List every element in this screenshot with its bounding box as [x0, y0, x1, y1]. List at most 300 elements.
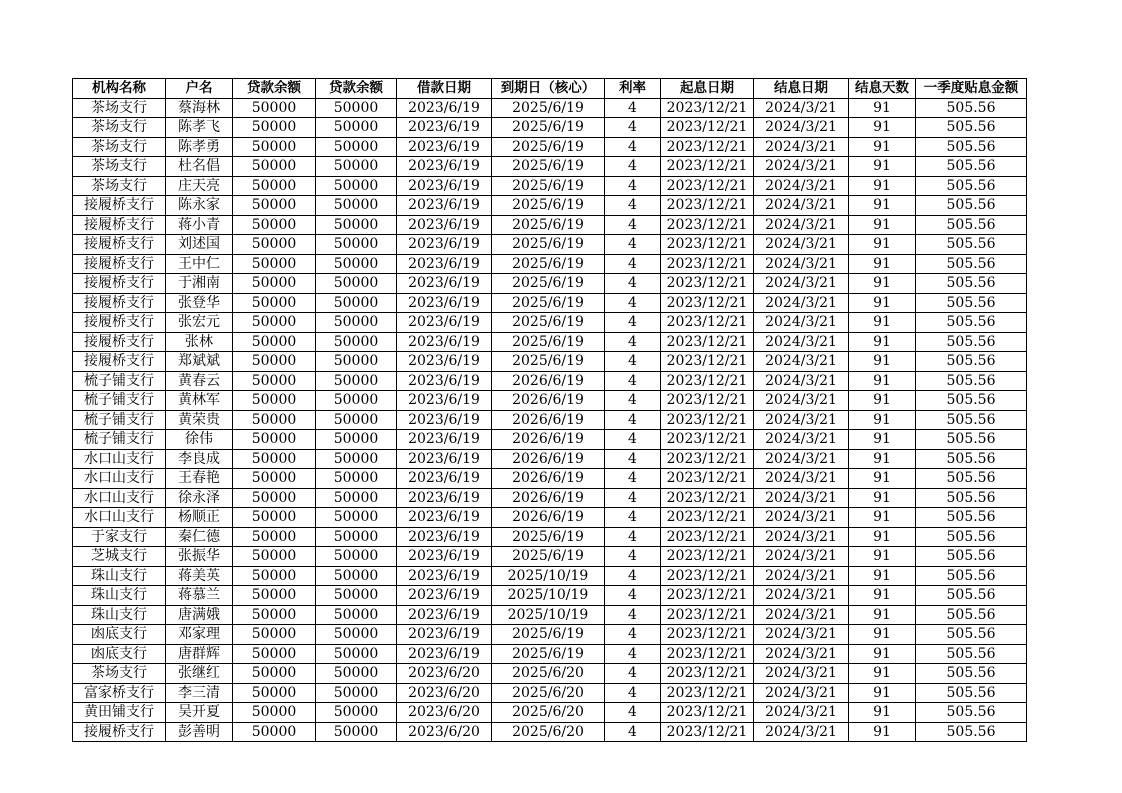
table-cell[interactable]: 2024/3/21 [754, 566, 849, 586]
table-cell[interactable]: 505.56 [916, 547, 1027, 567]
table-cell[interactable]: 珠山支行 [73, 566, 166, 586]
table-cell[interactable]: 50000 [233, 137, 316, 157]
table-cell[interactable]: 2023/6/19 [397, 449, 492, 469]
table-cell[interactable]: 2025/6/20 [492, 664, 605, 684]
table-cell[interactable]: 张继红 [166, 664, 233, 684]
table-cell[interactable]: 50000 [316, 215, 397, 235]
table-cell[interactable]: 接履桥支行 [73, 215, 166, 235]
table-cell[interactable]: 91 [849, 215, 916, 235]
table-cell[interactable]: 505.56 [916, 449, 1027, 469]
table-cell[interactable]: 2025/6/19 [492, 137, 605, 157]
table-cell[interactable]: 接履桥支行 [73, 293, 166, 313]
table-cell[interactable]: 91 [849, 527, 916, 547]
table-cell[interactable]: 于家支行 [73, 527, 166, 547]
table-cell[interactable]: 4 [605, 98, 661, 118]
table-cell[interactable]: 2025/10/19 [492, 566, 605, 586]
table-cell[interactable]: 珠山支行 [73, 605, 166, 625]
table-cell[interactable]: 505.56 [916, 430, 1027, 450]
table-cell[interactable]: 4 [605, 137, 661, 157]
table-cell[interactable]: 张登华 [166, 293, 233, 313]
table-cell[interactable]: 4 [605, 391, 661, 411]
col-header-loan-balance-2[interactable]: 贷款余额 [316, 79, 397, 99]
table-cell[interactable]: 50000 [316, 157, 397, 177]
table-cell[interactable]: 50000 [316, 683, 397, 703]
table-cell[interactable]: 黄春云 [166, 371, 233, 391]
table-cell[interactable]: 91 [849, 235, 916, 255]
table-cell[interactable]: 珠山支行 [73, 586, 166, 606]
table-cell[interactable]: 505.56 [916, 98, 1027, 118]
table-cell[interactable]: 50000 [233, 703, 316, 723]
table-cell[interactable]: 50000 [233, 625, 316, 645]
table-cell[interactable]: 2023/6/19 [397, 157, 492, 177]
table-cell[interactable]: 91 [849, 430, 916, 450]
table-cell[interactable]: 91 [849, 508, 916, 528]
table-cell[interactable]: 505.56 [916, 274, 1027, 294]
table-cell[interactable]: 505.56 [916, 683, 1027, 703]
table-cell[interactable]: 接履桥支行 [73, 254, 166, 274]
table-cell[interactable]: 彭善明 [166, 722, 233, 742]
table-cell[interactable]: 2024/3/21 [754, 527, 849, 547]
table-cell[interactable]: 505.56 [916, 137, 1027, 157]
table-cell[interactable]: 50000 [233, 586, 316, 606]
table-cell[interactable]: 2024/3/21 [754, 449, 849, 469]
table-cell[interactable]: 2023/12/21 [661, 703, 754, 723]
table-cell[interactable]: 杨顺正 [166, 508, 233, 528]
table-cell[interactable]: 505.56 [916, 722, 1027, 742]
table-cell[interactable]: 4 [605, 332, 661, 352]
table-cell[interactable]: 2023/12/21 [661, 469, 754, 489]
table-cell[interactable]: 4 [605, 488, 661, 508]
table-cell[interactable]: 2025/6/19 [492, 625, 605, 645]
table-cell[interactable]: 91 [849, 313, 916, 333]
table-cell[interactable]: 2025/6/20 [492, 722, 605, 742]
table-cell[interactable]: 2023/6/19 [397, 196, 492, 216]
table-cell[interactable]: 2026/6/19 [492, 449, 605, 469]
col-header-due-date[interactable]: 到期日（核心） [492, 79, 605, 99]
table-cell[interactable]: 91 [849, 410, 916, 430]
table-cell[interactable]: 梳子铺支行 [73, 410, 166, 430]
table-cell[interactable]: 2024/3/21 [754, 605, 849, 625]
table-cell[interactable]: 50000 [233, 664, 316, 684]
table-cell[interactable]: 2025/6/19 [492, 196, 605, 216]
table-cell[interactable]: 2024/3/21 [754, 98, 849, 118]
table-cell[interactable]: 2025/6/19 [492, 157, 605, 177]
col-header-institution[interactable]: 机构名称 [73, 79, 166, 99]
table-cell[interactable]: 梳子铺支行 [73, 391, 166, 411]
table-cell[interactable]: 91 [849, 605, 916, 625]
table-cell[interactable]: 2024/3/21 [754, 313, 849, 333]
table-cell[interactable]: 2025/6/19 [492, 215, 605, 235]
table-cell[interactable]: 50000 [233, 157, 316, 177]
table-cell[interactable]: 2025/10/19 [492, 605, 605, 625]
table-cell[interactable]: 505.56 [916, 118, 1027, 138]
table-cell[interactable]: 郑斌斌 [166, 352, 233, 372]
table-cell[interactable]: 505.56 [916, 157, 1027, 177]
table-cell[interactable]: 凼底支行 [73, 625, 166, 645]
table-cell[interactable]: 50000 [233, 449, 316, 469]
table-cell[interactable]: 50000 [316, 508, 397, 528]
table-cell[interactable]: 茶场支行 [73, 118, 166, 138]
table-cell[interactable]: 蒋美英 [166, 566, 233, 586]
table-cell[interactable]: 2026/6/19 [492, 469, 605, 489]
table-cell[interactable]: 接履桥支行 [73, 313, 166, 333]
table-cell[interactable]: 50000 [316, 332, 397, 352]
table-cell[interactable]: 4 [605, 605, 661, 625]
table-cell[interactable]: 2025/6/19 [492, 293, 605, 313]
table-cell[interactable]: 50000 [233, 722, 316, 742]
table-cell[interactable]: 2023/6/20 [397, 722, 492, 742]
table-cell[interactable]: 2023/6/19 [397, 371, 492, 391]
table-cell[interactable]: 2023/6/19 [397, 254, 492, 274]
table-cell[interactable]: 50000 [316, 625, 397, 645]
table-cell[interactable]: 505.56 [916, 391, 1027, 411]
table-cell[interactable]: 2026/6/19 [492, 488, 605, 508]
table-cell[interactable]: 2024/3/21 [754, 430, 849, 450]
table-cell[interactable]: 50000 [316, 391, 397, 411]
table-cell[interactable]: 91 [849, 176, 916, 196]
table-cell[interactable]: 2023/6/20 [397, 664, 492, 684]
table-cell[interactable]: 2024/3/21 [754, 157, 849, 177]
table-cell[interactable]: 91 [849, 293, 916, 313]
table-cell[interactable]: 50000 [316, 605, 397, 625]
table-cell[interactable]: 李良成 [166, 449, 233, 469]
table-cell[interactable]: 2024/3/21 [754, 352, 849, 372]
table-cell[interactable]: 蒋慕兰 [166, 586, 233, 606]
table-cell[interactable]: 4 [605, 196, 661, 216]
table-cell[interactable]: 2025/6/19 [492, 118, 605, 138]
table-cell[interactable]: 505.56 [916, 527, 1027, 547]
table-cell[interactable]: 2025/10/19 [492, 586, 605, 606]
table-cell[interactable]: 91 [849, 644, 916, 664]
table-cell[interactable]: 水口山支行 [73, 488, 166, 508]
table-cell[interactable]: 黄田铺支行 [73, 703, 166, 723]
table-cell[interactable]: 2024/3/21 [754, 137, 849, 157]
table-cell[interactable]: 50000 [233, 644, 316, 664]
table-cell[interactable]: 2023/6/19 [397, 566, 492, 586]
table-cell[interactable]: 4 [605, 410, 661, 430]
table-cell[interactable]: 2023/12/21 [661, 215, 754, 235]
table-cell[interactable]: 梳子铺支行 [73, 371, 166, 391]
table-cell[interactable]: 2023/6/19 [397, 332, 492, 352]
table-cell[interactable]: 2023/12/21 [661, 566, 754, 586]
table-cell[interactable]: 接履桥支行 [73, 196, 166, 216]
table-cell[interactable]: 2023/6/20 [397, 703, 492, 723]
table-cell[interactable]: 2023/12/21 [661, 196, 754, 216]
table-cell[interactable]: 4 [605, 703, 661, 723]
table-cell[interactable]: 2024/3/21 [754, 469, 849, 489]
table-cell[interactable]: 50000 [316, 293, 397, 313]
table-cell[interactable]: 4 [605, 430, 661, 450]
table-cell[interactable]: 王春艳 [166, 469, 233, 489]
table-cell[interactable]: 2024/3/21 [754, 118, 849, 138]
table-cell[interactable]: 50000 [316, 196, 397, 216]
table-cell[interactable]: 梳子铺支行 [73, 430, 166, 450]
table-cell[interactable]: 4 [605, 157, 661, 177]
table-cell[interactable]: 4 [605, 508, 661, 528]
table-cell[interactable]: 50000 [233, 274, 316, 294]
table-cell[interactable]: 2024/3/21 [754, 547, 849, 567]
table-cell[interactable]: 李三清 [166, 683, 233, 703]
table-cell[interactable]: 4 [605, 449, 661, 469]
table-cell[interactable]: 接履桥支行 [73, 722, 166, 742]
table-cell[interactable]: 于湘南 [166, 274, 233, 294]
table-cell[interactable]: 2025/6/19 [492, 352, 605, 372]
table-cell[interactable]: 91 [849, 566, 916, 586]
table-cell[interactable]: 50000 [316, 566, 397, 586]
table-cell[interactable]: 2024/3/21 [754, 371, 849, 391]
table-cell[interactable]: 接履桥支行 [73, 352, 166, 372]
table-cell[interactable]: 2024/3/21 [754, 625, 849, 645]
table-cell[interactable]: 91 [849, 683, 916, 703]
table-cell[interactable]: 张林 [166, 332, 233, 352]
table-cell[interactable]: 50000 [316, 527, 397, 547]
table-cell[interactable]: 2023/6/19 [397, 313, 492, 333]
table-cell[interactable]: 50000 [233, 683, 316, 703]
table-cell[interactable]: 2023/12/21 [661, 644, 754, 664]
table-cell[interactable]: 50000 [316, 469, 397, 489]
table-cell[interactable]: 2026/6/19 [492, 410, 605, 430]
table-cell[interactable]: 秦仁德 [166, 527, 233, 547]
table-cell[interactable]: 2026/6/19 [492, 508, 605, 528]
table-cell[interactable]: 50000 [233, 254, 316, 274]
table-cell[interactable]: 4 [605, 254, 661, 274]
col-header-borrow-date[interactable]: 借款日期 [397, 79, 492, 99]
table-cell[interactable]: 2023/6/19 [397, 410, 492, 430]
table-cell[interactable]: 徐永泽 [166, 488, 233, 508]
table-cell[interactable]: 2025/6/19 [492, 274, 605, 294]
table-cell[interactable]: 2023/6/19 [397, 98, 492, 118]
table-cell[interactable]: 50000 [316, 274, 397, 294]
table-cell[interactable]: 50000 [233, 215, 316, 235]
table-cell[interactable]: 4 [605, 527, 661, 547]
table-cell[interactable]: 2023/6/19 [397, 430, 492, 450]
table-cell[interactable]: 50000 [316, 254, 397, 274]
table-cell[interactable]: 2023/6/19 [397, 391, 492, 411]
table-cell[interactable]: 91 [849, 664, 916, 684]
table-cell[interactable]: 91 [849, 352, 916, 372]
table-cell[interactable]: 50000 [233, 566, 316, 586]
table-cell[interactable]: 4 [605, 683, 661, 703]
table-cell[interactable]: 505.56 [916, 566, 1027, 586]
table-cell[interactable]: 505.56 [916, 176, 1027, 196]
table-cell[interactable]: 91 [849, 625, 916, 645]
table-cell[interactable]: 2023/6/19 [397, 352, 492, 372]
table-cell[interactable]: 4 [605, 215, 661, 235]
table-cell[interactable]: 2023/12/21 [661, 586, 754, 606]
table-cell[interactable]: 茶场支行 [73, 98, 166, 118]
table-cell[interactable]: 2023/12/21 [661, 508, 754, 528]
table-cell[interactable]: 2024/3/21 [754, 488, 849, 508]
table-cell[interactable]: 吴开夏 [166, 703, 233, 723]
table-cell[interactable]: 接履桥支行 [73, 235, 166, 255]
table-cell[interactable]: 505.56 [916, 235, 1027, 255]
table-cell[interactable]: 陈孝勇 [166, 137, 233, 157]
table-cell[interactable]: 2023/12/21 [661, 157, 754, 177]
table-cell[interactable]: 50000 [233, 293, 316, 313]
table-cell[interactable]: 黄荣贵 [166, 410, 233, 430]
table-cell[interactable]: 4 [605, 566, 661, 586]
table-cell[interactable]: 2024/3/21 [754, 586, 849, 606]
table-cell[interactable]: 2024/3/21 [754, 215, 849, 235]
table-cell[interactable]: 50000 [233, 430, 316, 450]
table-cell[interactable]: 陈永家 [166, 196, 233, 216]
table-cell[interactable]: 4 [605, 313, 661, 333]
table-cell[interactable]: 张振华 [166, 547, 233, 567]
table-cell[interactable]: 2025/6/19 [492, 527, 605, 547]
table-cell[interactable]: 2023/6/19 [397, 547, 492, 567]
table-cell[interactable]: 2023/6/19 [397, 625, 492, 645]
table-cell[interactable]: 2023/6/19 [397, 644, 492, 664]
table-cell[interactable]: 2025/6/19 [492, 547, 605, 567]
table-cell[interactable]: 2024/3/21 [754, 176, 849, 196]
table-cell[interactable]: 91 [849, 371, 916, 391]
table-cell[interactable]: 2024/3/21 [754, 254, 849, 274]
table-cell[interactable]: 50000 [233, 98, 316, 118]
table-cell[interactable]: 2025/6/19 [492, 176, 605, 196]
table-cell[interactable]: 50000 [316, 703, 397, 723]
table-cell[interactable]: 2023/6/19 [397, 293, 492, 313]
table-cell[interactable]: 50000 [316, 488, 397, 508]
table-cell[interactable]: 50000 [316, 235, 397, 255]
table-cell[interactable]: 50000 [233, 391, 316, 411]
table-cell[interactable]: 50000 [316, 313, 397, 333]
table-cell[interactable]: 黄林军 [166, 391, 233, 411]
table-cell[interactable]: 505.56 [916, 352, 1027, 372]
table-cell[interactable]: 富家桥支行 [73, 683, 166, 703]
table-cell[interactable]: 接履桥支行 [73, 274, 166, 294]
table-cell[interactable]: 505.56 [916, 508, 1027, 528]
table-cell[interactable]: 邓家理 [166, 625, 233, 645]
table-cell[interactable]: 陈孝飞 [166, 118, 233, 138]
table-cell[interactable]: 505.56 [916, 605, 1027, 625]
table-cell[interactable]: 50000 [233, 469, 316, 489]
table-cell[interactable]: 4 [605, 274, 661, 294]
table-cell[interactable]: 2023/12/21 [661, 254, 754, 274]
table-cell[interactable]: 2023/6/19 [397, 137, 492, 157]
table-cell[interactable]: 2023/12/21 [661, 235, 754, 255]
table-cell[interactable]: 4 [605, 352, 661, 372]
table-cell[interactable]: 505.56 [916, 371, 1027, 391]
table-cell[interactable]: 2023/12/21 [661, 313, 754, 333]
table-cell[interactable]: 50000 [233, 332, 316, 352]
table-cell[interactable]: 505.56 [916, 254, 1027, 274]
table-cell[interactable]: 2024/3/21 [754, 683, 849, 703]
table-cell[interactable]: 2023/6/19 [397, 469, 492, 489]
table-cell[interactable]: 2023/12/21 [661, 449, 754, 469]
table-cell[interactable]: 505.56 [916, 293, 1027, 313]
table-cell[interactable]: 91 [849, 391, 916, 411]
table-cell[interactable]: 蔡海林 [166, 98, 233, 118]
table-cell[interactable]: 刘述国 [166, 235, 233, 255]
col-header-subsidy-amount[interactable]: 一季度贴息金额 [916, 79, 1027, 99]
table-cell[interactable]: 505.56 [916, 488, 1027, 508]
table-cell[interactable]: 2023/12/21 [661, 527, 754, 547]
table-cell[interactable]: 张宏元 [166, 313, 233, 333]
table-cell[interactable]: 50000 [233, 371, 316, 391]
table-cell[interactable]: 茶场支行 [73, 664, 166, 684]
table-cell[interactable]: 50000 [233, 508, 316, 528]
table-cell[interactable]: 505.56 [916, 313, 1027, 333]
table-cell[interactable]: 徐伟 [166, 430, 233, 450]
table-cell[interactable]: 2023/6/19 [397, 586, 492, 606]
table-cell[interactable]: 杜名倡 [166, 157, 233, 177]
table-cell[interactable]: 2024/3/21 [754, 410, 849, 430]
table-cell[interactable]: 唐满娥 [166, 605, 233, 625]
table-cell[interactable]: 4 [605, 644, 661, 664]
table-cell[interactable]: 2023/6/19 [397, 605, 492, 625]
table-cell[interactable]: 4 [605, 625, 661, 645]
table-cell[interactable]: 50000 [233, 196, 316, 216]
table-cell[interactable]: 2023/12/21 [661, 391, 754, 411]
table-cell[interactable]: 91 [849, 254, 916, 274]
table-cell[interactable]: 4 [605, 469, 661, 489]
table-cell[interactable]: 91 [849, 488, 916, 508]
table-cell[interactable]: 4 [605, 235, 661, 255]
table-cell[interactable]: 50000 [233, 352, 316, 372]
table-cell[interactable]: 505.56 [916, 625, 1027, 645]
table-cell[interactable]: 2025/6/19 [492, 313, 605, 333]
table-cell[interactable]: 505.56 [916, 664, 1027, 684]
table-cell[interactable]: 4 [605, 176, 661, 196]
table-cell[interactable]: 50000 [316, 98, 397, 118]
table-cell[interactable]: 2024/3/21 [754, 235, 849, 255]
table-cell[interactable]: 50000 [316, 664, 397, 684]
table-cell[interactable]: 50000 [316, 410, 397, 430]
table-cell[interactable]: 水口山支行 [73, 469, 166, 489]
table-cell[interactable]: 91 [849, 722, 916, 742]
table-cell[interactable]: 2023/12/21 [661, 605, 754, 625]
table-cell[interactable]: 91 [849, 586, 916, 606]
table-cell[interactable]: 2023/12/21 [661, 118, 754, 138]
table-cell[interactable]: 505.56 [916, 215, 1027, 235]
table-cell[interactable]: 4 [605, 118, 661, 138]
table-cell[interactable]: 91 [849, 703, 916, 723]
table-cell[interactable]: 2025/6/19 [492, 98, 605, 118]
table-cell[interactable]: 茶场支行 [73, 176, 166, 196]
table-cell[interactable]: 50000 [316, 644, 397, 664]
table-cell[interactable]: 2023/12/21 [661, 137, 754, 157]
table-cell[interactable]: 2023/12/21 [661, 98, 754, 118]
table-cell[interactable]: 91 [849, 98, 916, 118]
table-cell[interactable]: 庄天亮 [166, 176, 233, 196]
table-cell[interactable]: 2023/6/19 [397, 215, 492, 235]
table-cell[interactable]: 2024/3/21 [754, 508, 849, 528]
table-cell[interactable]: 50000 [316, 118, 397, 138]
table-cell[interactable]: 2023/12/21 [661, 371, 754, 391]
table-cell[interactable]: 505.56 [916, 196, 1027, 216]
table-cell[interactable]: 2024/3/21 [754, 664, 849, 684]
table-cell[interactable]: 2023/12/21 [661, 625, 754, 645]
table-cell[interactable]: 50000 [316, 352, 397, 372]
table-cell[interactable]: 91 [849, 196, 916, 216]
table-cell[interactable]: 50000 [233, 605, 316, 625]
table-cell[interactable]: 唐群辉 [166, 644, 233, 664]
table-cell[interactable]: 2024/3/21 [754, 644, 849, 664]
table-cell[interactable]: 2026/6/19 [492, 391, 605, 411]
table-cell[interactable]: 50000 [233, 410, 316, 430]
table-cell[interactable]: 91 [849, 157, 916, 177]
table-cell[interactable]: 凼底支行 [73, 644, 166, 664]
table-cell[interactable]: 505.56 [916, 703, 1027, 723]
table-cell[interactable]: 2023/12/21 [661, 274, 754, 294]
table-cell[interactable]: 2023/6/19 [397, 508, 492, 528]
table-cell[interactable]: 2025/6/20 [492, 683, 605, 703]
table-cell[interactable]: 50000 [316, 176, 397, 196]
table-cell[interactable]: 50000 [233, 488, 316, 508]
table-cell[interactable]: 2023/12/21 [661, 488, 754, 508]
table-cell[interactable]: 2023/6/19 [397, 176, 492, 196]
table-cell[interactable]: 91 [849, 118, 916, 138]
